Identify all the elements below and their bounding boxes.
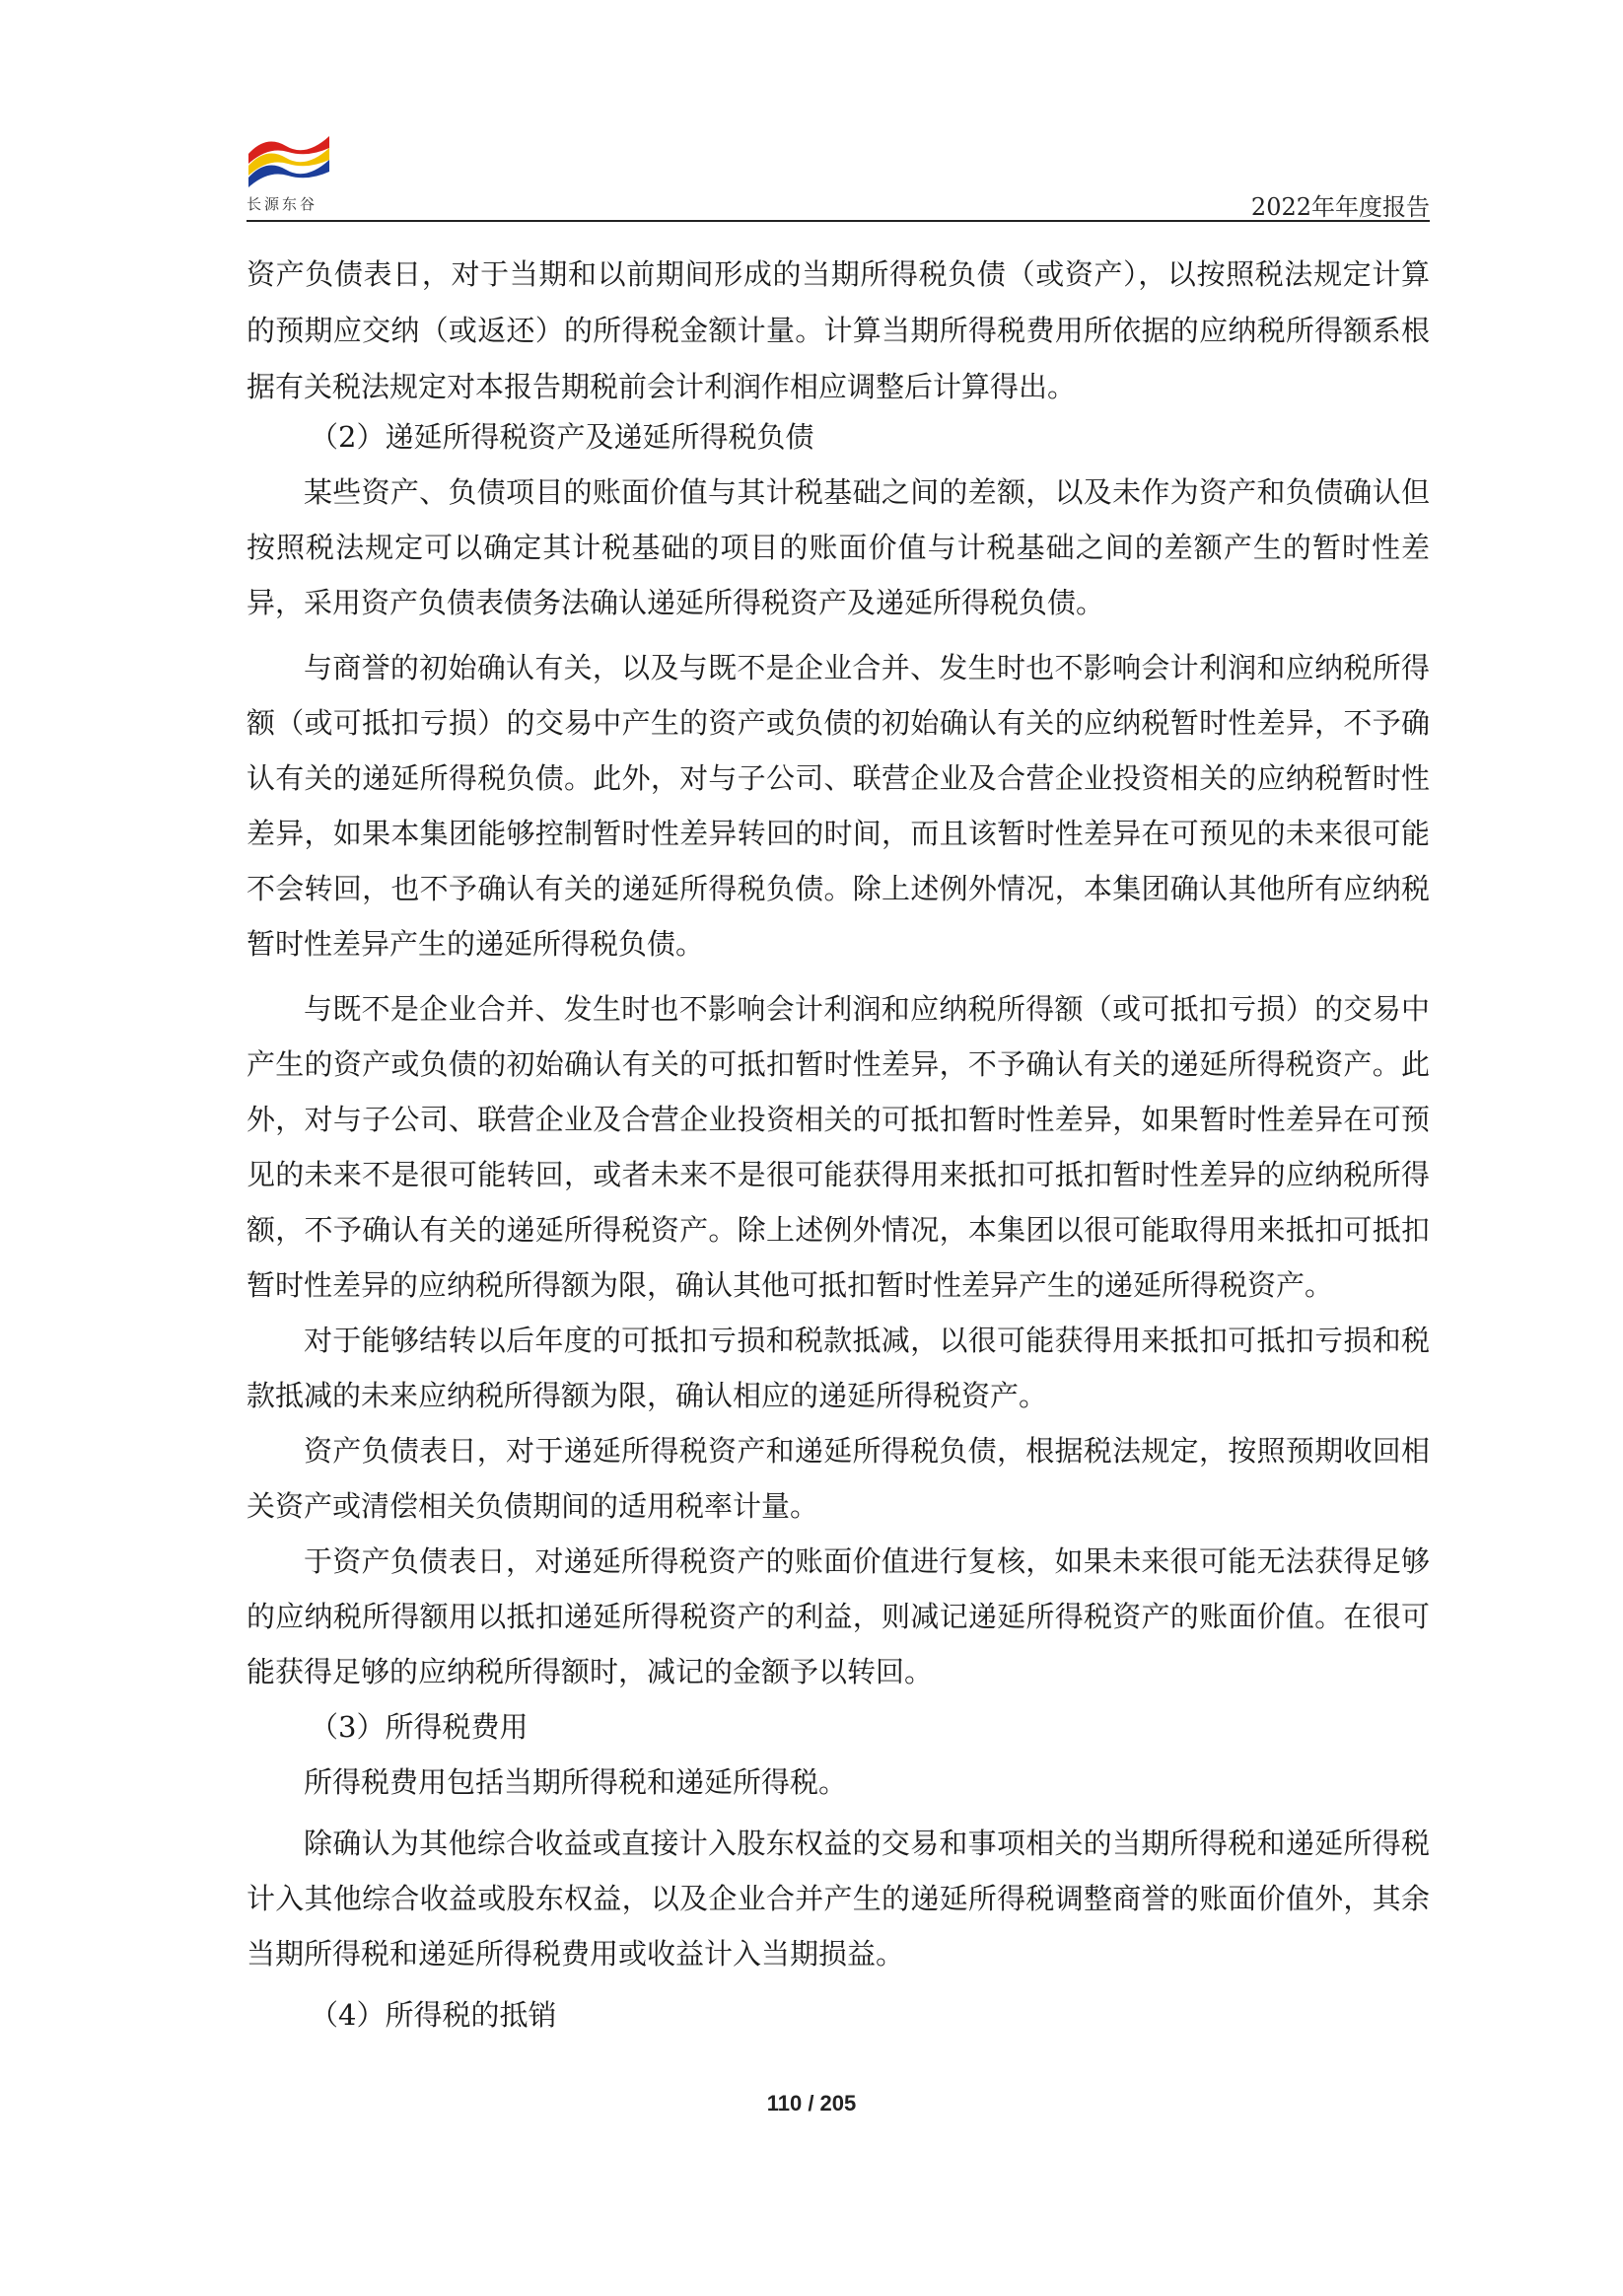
company-logo <box>247 128 331 219</box>
logo-text: 长源东谷 <box>247 195 318 213</box>
paragraph-taxable-temporary-differences: 与商誉的初始确认有关，以及与既不是企业合并、发生时也不影响会计利润和应纳税所得额（或可抵扣亏损）的交易中产生的资产或负债的初始确认有关的应纳税暂时性差异，不予确认有关的递延所得税负债。此外，对与子公司、联营企业及合营企业投资相关的应纳税暂时性差异，如果本集团能够控制暂时性差异转回的时间，而且该暂时性差异在可预见的未来很可能不会转回，也不予确认有关的递延所得税负债。除上述例外情况，本集团确认其他所有应纳税暂时性差异产生的递延所得税负债。 <box>247 651 1430 961</box>
paragraph-tax-losses: 对于能够结转以后年度的可抵扣亏损和税款抵减，以很可能获得用来抵扣可抵扣亏损和税款抵减的未来应纳税所得额为限，确认相应的递延所得税资产。 <box>247 1324 1430 1412</box>
paragraph-tax-rate: 资产负债表日，对于递延所得税资产和递延所得税负债，根据税法规定，按照预期收回相关资产或清偿相关负债期间的适用税率计量。 <box>247 1434 1430 1523</box>
logo-flag-icon <box>247 128 331 191</box>
header-divider <box>247 220 1430 222</box>
section-heading-tax-offset: （4）所得税的抵销 <box>310 1998 557 2032</box>
paragraph-tax-recognition: 除确认为其他综合收益或直接计入股东权益的交易和事项相关的当期所得税和递延所得税计入其他综合收益或股东权益，以及企业合并产生的递延所得税调整商誉的账面价值外，其余当期所得税和递延所得税费用或收益计入当期损益。 <box>247 1827 1430 1971</box>
paragraph-current-tax-measurement: 资产负债表日，对于当期和以前期间形成的当期所得税负债（或资产），以按照税法规定计算的预期应交纳（或返还）的所得税金额计量。计算当期所得税费用所依据的应纳税所得额系根据有关税法规定对本报告期税前会计利润作相应调整后计算得出。 <box>247 257 1430 403</box>
section-heading-income-tax-expense: （3）所得税费用 <box>310 1710 529 1744</box>
page-number: 110 / 205 <box>766 2091 857 2116</box>
paragraph-carrying-amount-review: 于资产负债表日，对递延所得税资产的账面价值进行复核，如果未来很可能无法获得足够的应纳税所得额用以抵扣递延所得税资产的利益，则减记递延所得税资产的账面价值。在很可能获得足够的应纳税所得额时，减记的金额予以转回。 <box>247 1544 1430 1688</box>
section-heading-deferred-tax: （2）递延所得税资产及递延所得税负债 <box>310 420 814 454</box>
page-header <box>247 128 1430 227</box>
paragraph-temporary-differences: 某些资产、负债项目的账面价值与其计税基础之间的差额，以及未作为资产和负债确认但按照税法规定可以确定其计税基础的项目的账面价值与计税基础之间的差额产生的暂时性差异，采用资产负债表债务法确认递延所得税资产及递延所得税负债。 <box>247 475 1430 619</box>
paragraph-deductible-temporary-differences: 与既不是企业合并、发生时也不影响会计利润和应纳税所得额（或可抵扣亏损）的交易中产生的资产或负债的初始确认有关的可抵扣暂时性差异，不予确认有关的递延所得税资产。此外，对与子公司、联营企业及合营企业投资相关的可抵扣暂时性差异，如果暂时性差异在可预见的未来不是很可能转回，或者未来不是很可能获得用来抵扣可抵扣暂时性差异的应纳税所得额，不予确认有关的递延所得税资产。除上述例外情况，本集团以很可能取得用来抵扣可抵扣暂时性差异的应纳税所得额为限，确认其他可抵扣暂时性差异产生的递延所得税资产。 <box>247 992 1430 1302</box>
document-body <box>247 247 1430 2037</box>
report-title: 2022年年度报告 <box>1250 193 1430 221</box>
paragraph-tax-expense-components: 所得税费用包括当期所得税和递延所得税。 <box>304 1765 848 1799</box>
